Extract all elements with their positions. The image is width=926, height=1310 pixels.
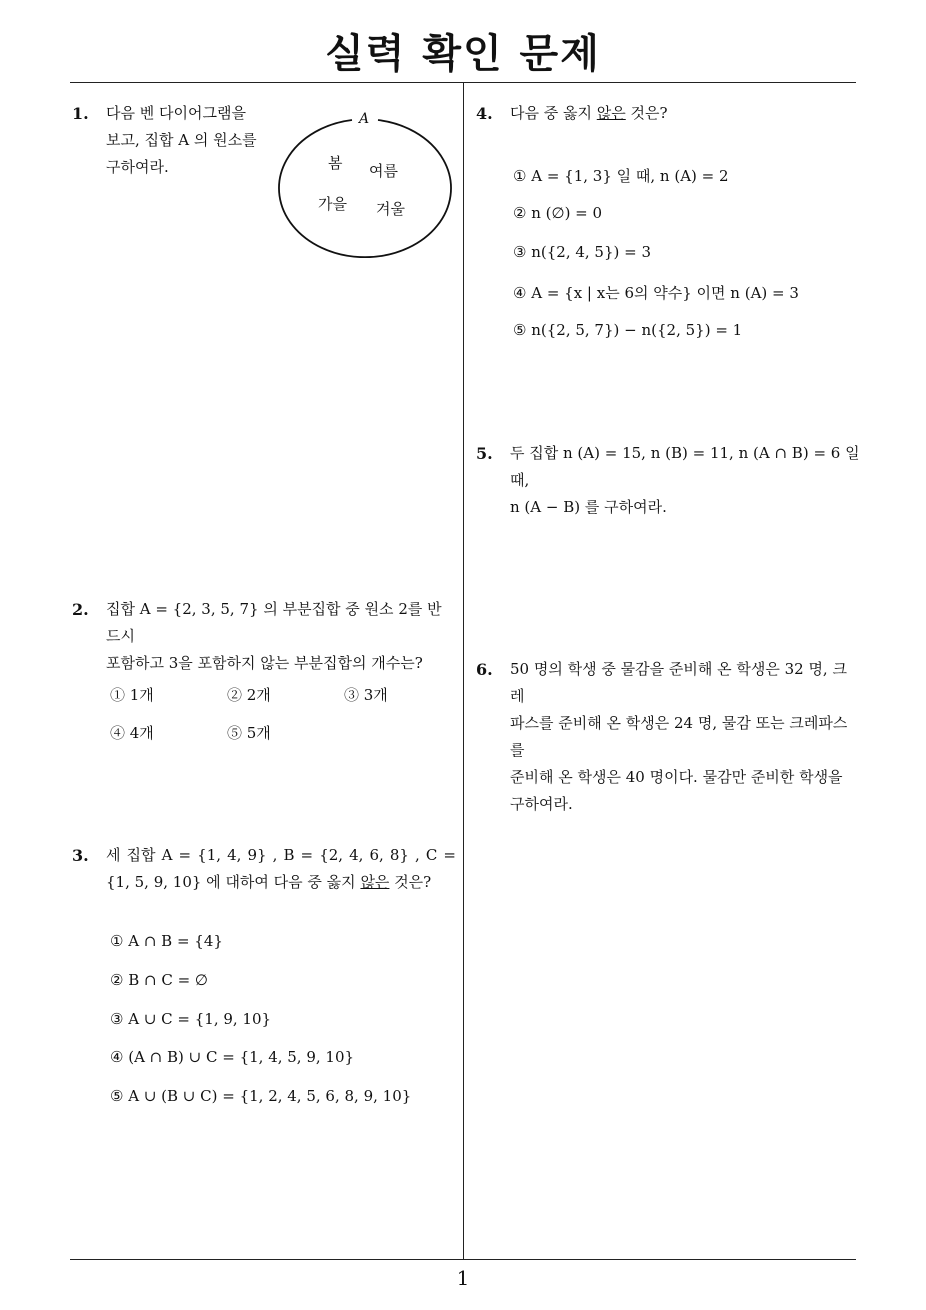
question-number: 3. — [72, 846, 89, 865]
page-number: 1 — [456, 1266, 470, 1290]
column-divider — [463, 83, 464, 1259]
question-number: 5. — [476, 444, 493, 463]
venn-element: 봄 — [328, 154, 343, 172]
answer-option[interactable]: ① 1개 — [110, 686, 154, 704]
question-number: 6. — [476, 660, 493, 679]
question-text — [510, 440, 860, 521]
answer-option[interactable]: ② 2개 — [227, 686, 271, 704]
question-text-segment: 다음 중 옳지 — [510, 104, 597, 122]
venn-set-a-outline — [279, 120, 451, 257]
answer-option[interactable]: ⑤ n({2, 5, 7}) − n({2, 5}) = 1 — [513, 321, 743, 339]
question-text-line: 준비해 온 학생은 40 명이다. 물감만 준비한 학생을 — [510, 768, 843, 786]
question-text-segment: 것은? — [389, 873, 432, 891]
emphasis-underline: 않은 — [596, 104, 626, 122]
question-number: 1. — [72, 104, 89, 123]
question-text-line: n (A − B) 를 구하여라. — [510, 498, 667, 516]
question-number: 4. — [476, 104, 493, 123]
question-text-segment: {1, 5, 9, 10} 에 대하여 다음 중 옳지 — [106, 873, 361, 891]
question-text-line: 집합 A = {2, 3, 5, 7} 의 부분집합 중 원소 2를 반드시 — [106, 600, 442, 645]
question-text-line: 구하여라. — [106, 158, 169, 176]
question-text — [510, 656, 860, 818]
venn-set-label: A — [359, 111, 370, 127]
page-title: 실력 확인 문제 — [325, 31, 601, 77]
question-text — [106, 100, 281, 181]
emphasis-underline: 않은 — [360, 873, 390, 891]
question-text-line: 포함하고 3을 포함하지 않는 부분집합의 개수는? — [106, 654, 423, 672]
question-text-line: 50 명의 학생 중 물감을 준비해 온 학생은 32 명, 크레 — [510, 660, 847, 705]
question-text-line: 두 집합 n (A) = 15, n (B) = 11, n (A ∩ B) = 6 일 때, — [510, 444, 860, 489]
venn-element: 여름 — [369, 162, 398, 180]
answer-option[interactable]: ① A = {1, 3} 일 때, n (A) = 2 — [513, 167, 729, 185]
answer-option[interactable]: ④ (A ∩ B) ∪ C = {1, 4, 5, 9, 10} — [110, 1048, 355, 1066]
answer-option[interactable]: ③ n({2, 4, 5}) = 3 — [513, 243, 652, 261]
question-text-line: 파스를 준비해 온 학생은 24 명, 물감 또는 크레파스를 — [510, 714, 848, 759]
answer-option[interactable]: ④ A = {x | x는 6의 약수} 이면 n (A) = 3 — [513, 284, 799, 302]
venn-diagram — [276, 112, 456, 258]
question-text-line: 세 집합 A = {1, 4, 9} , B = {2, 4, 6, 8} , C = — [106, 846, 456, 864]
answer-option[interactable]: ② n (∅) = 0 — [513, 204, 603, 222]
question-text-line — [106, 869, 456, 896]
question-text — [106, 842, 456, 896]
question-text — [106, 596, 456, 677]
question-text-line: 보고, 집합 A 의 원소를 — [106, 131, 257, 149]
question-text-line: 구하여라. — [510, 795, 573, 813]
answer-option[interactable]: ① A ∩ B = {4} — [110, 932, 223, 950]
question-text-segment: 것은? — [625, 104, 668, 122]
answer-option[interactable]: ④ 4개 — [110, 724, 154, 742]
question-text — [510, 100, 855, 127]
question-number: 2. — [72, 600, 89, 619]
venn-element: 겨울 — [376, 200, 405, 218]
question-text-line: 다음 벤 다이어그램을 — [106, 104, 246, 122]
venn-element: 가을 — [318, 195, 347, 213]
answer-option[interactable]: ③ A ∪ C = {1, 9, 10} — [110, 1010, 272, 1028]
footer-divider — [70, 1259, 856, 1260]
answer-option[interactable]: ⑤ A ∪ (B ∪ C) = {1, 2, 4, 5, 6, 8, 9, 10} — [110, 1087, 412, 1105]
answer-option[interactable]: ⑤ 5개 — [227, 724, 271, 742]
answer-option[interactable]: ③ 3개 — [344, 686, 388, 704]
answer-option[interactable]: ② B ∩ C = ∅ — [110, 971, 208, 989]
